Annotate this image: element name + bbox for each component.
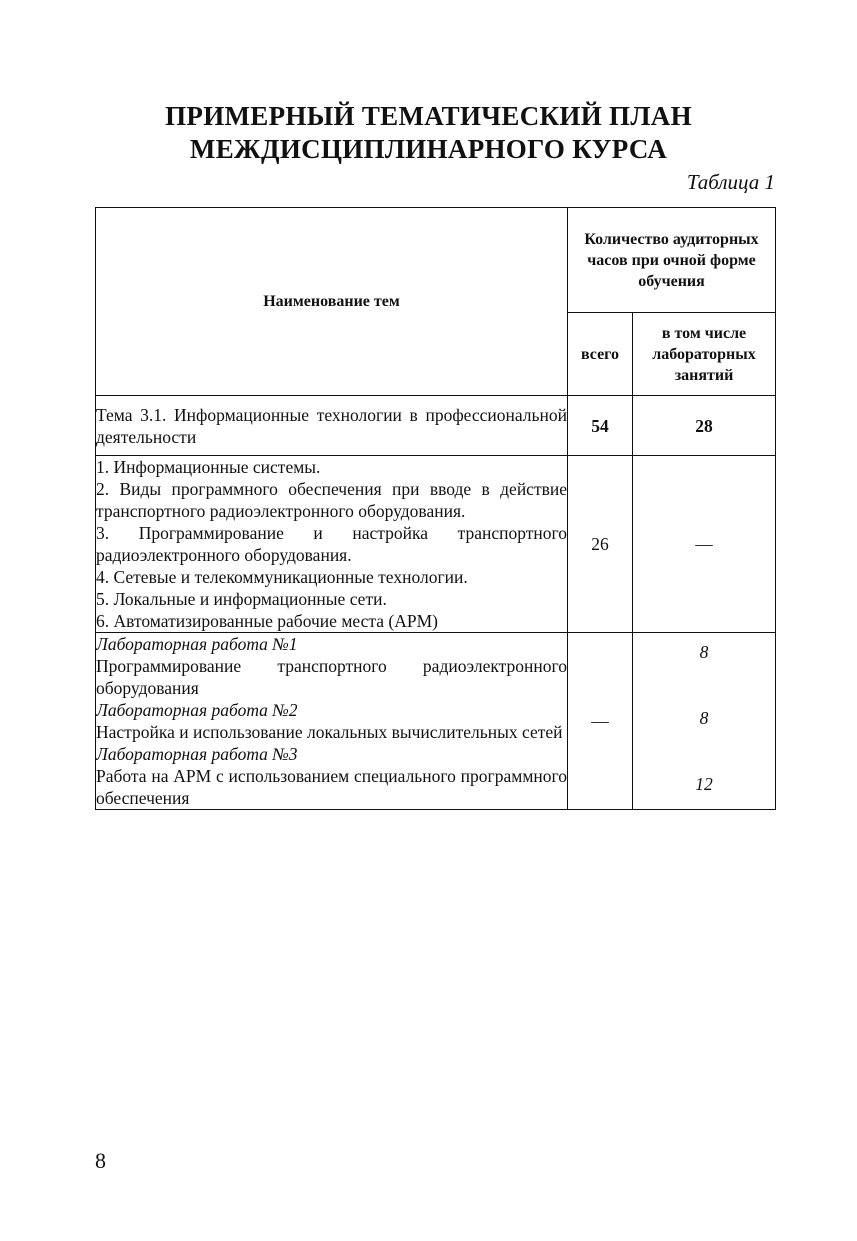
lab-work-title: Работа на АРМ с использованием специального программного обеспечения xyxy=(96,766,567,808)
table-caption: Таблица 1 xyxy=(686,170,775,194)
lab-work-label: Лабораторная работа №3 xyxy=(96,744,298,764)
table-row-labs xyxy=(96,633,776,810)
list-item: 6. Автоматизированные рабочие места (АРМ) xyxy=(96,611,438,631)
list-item: 1. Информационные системы. xyxy=(96,457,321,477)
list-item: 3. Программирование и настройка транспортного радиоэлектронного оборудования. xyxy=(96,523,567,565)
header-lab: в том числе лабораторных занятий xyxy=(633,313,776,396)
thematic-plan-table xyxy=(95,207,776,810)
topic-total: 54 xyxy=(568,396,633,456)
lab-hours-value: 12 xyxy=(695,774,713,794)
lab-work-title: Программирование транспортного радиоэлектронного оборудования xyxy=(96,656,567,698)
labs-hours-column xyxy=(633,633,776,810)
lab-works-list xyxy=(96,633,568,810)
header-row-1 xyxy=(96,208,776,313)
header-topic-name: Наименование тем xyxy=(96,208,568,396)
title-line-1: ПРИМЕРНЫЙ ТЕМАТИЧЕСКИЙ ПЛАН xyxy=(165,101,692,131)
page-title xyxy=(0,100,857,166)
lab-hours-value: 8 xyxy=(699,642,709,662)
lab-work-label: Лабораторная работа №1 xyxy=(96,634,298,654)
topic-name: Тема 3.1. Информационные технологии в профессиональной деятельности xyxy=(96,396,568,456)
table-row-content xyxy=(96,456,776,633)
header-hours-group: Количество аудиторных часов при очной форме обучения xyxy=(568,208,776,313)
lab-work-title: Настройка и использование локальных вычислительных сетей xyxy=(96,722,563,742)
content-lab: — xyxy=(633,456,776,633)
labs-total: — xyxy=(568,633,633,810)
content-list xyxy=(96,456,568,633)
header-total: всего xyxy=(568,313,633,396)
lab-hours-value: 8 xyxy=(699,708,709,728)
lab-work-label: Лабораторная работа №2 xyxy=(96,700,298,720)
topic-lab: 28 xyxy=(633,396,776,456)
table-row-topic xyxy=(96,396,776,456)
list-item: 2. Виды программного обеспечения при вводе в действие транспортного радиоэлектронного оборудования. xyxy=(96,479,567,521)
list-item: 4. Сетевые и телекоммуникационные технологии. xyxy=(96,567,468,587)
page-number: 8 xyxy=(95,1148,106,1173)
title-line-2: МЕЖДИСЦИПЛИНАРНОГО КУРСА xyxy=(189,134,668,164)
list-item: 5. Локальные и информационные сети. xyxy=(96,589,387,609)
content-total: 26 xyxy=(568,456,633,633)
